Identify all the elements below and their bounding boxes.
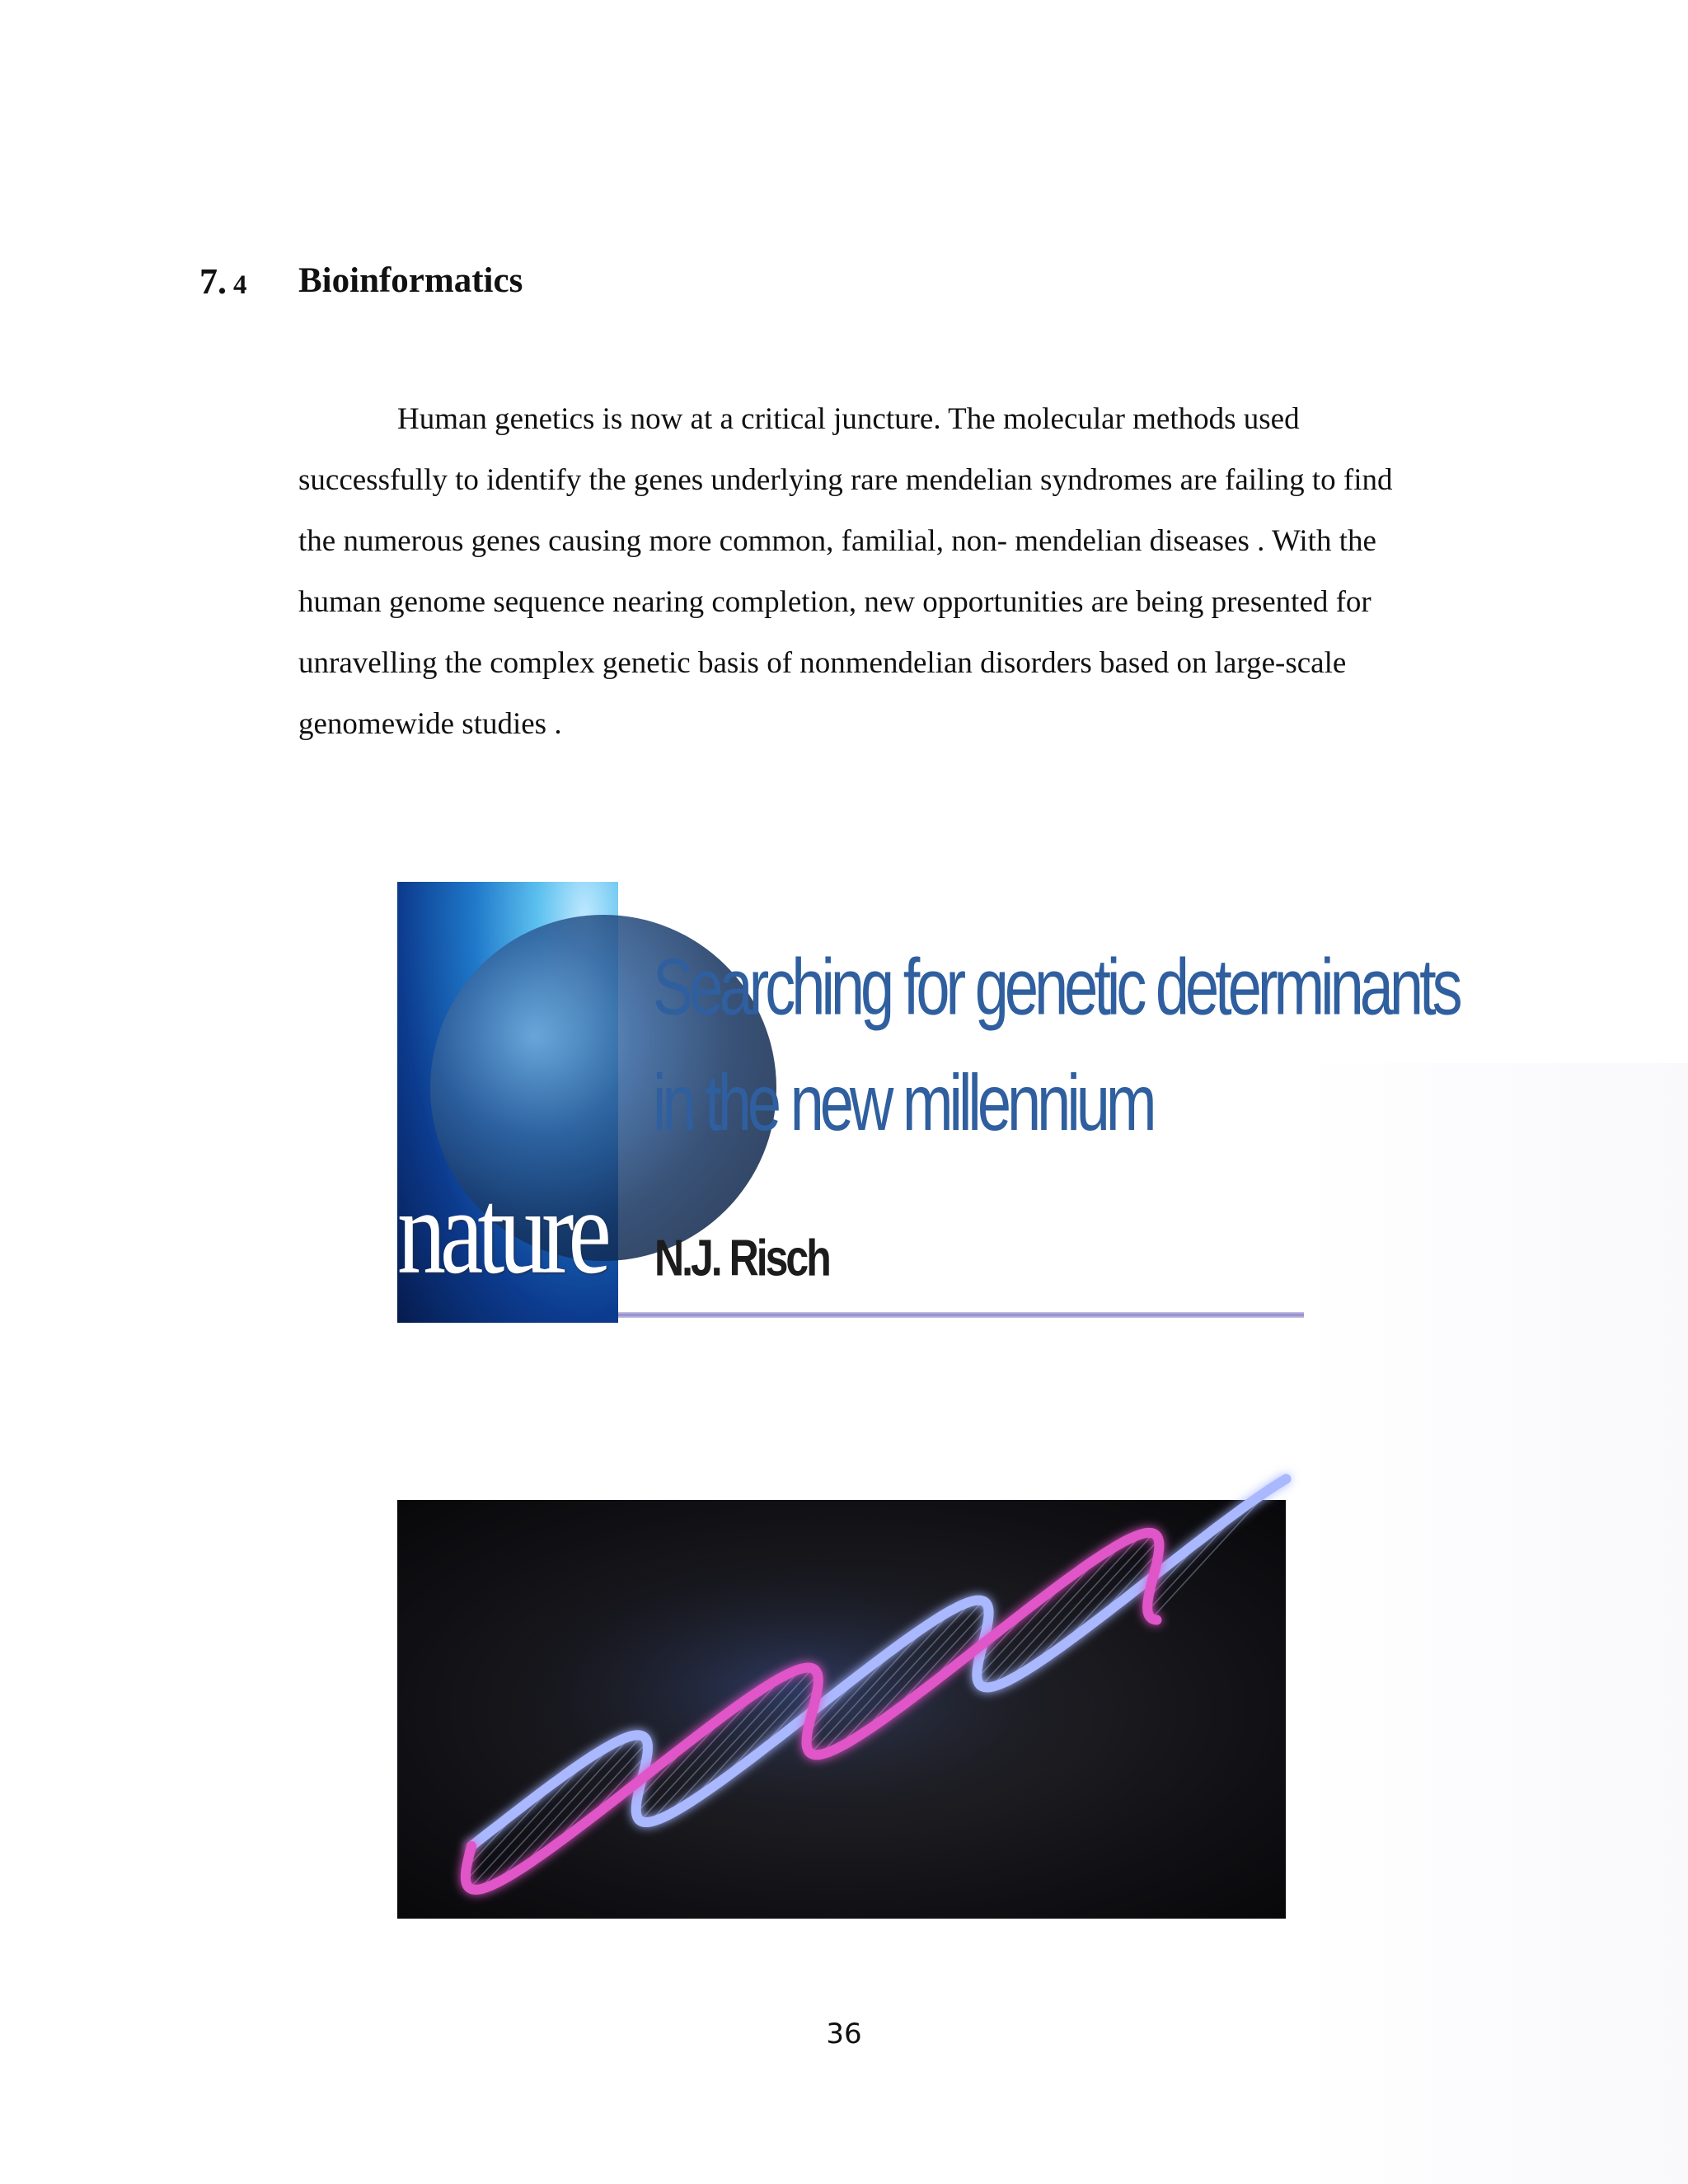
- article-title: [653, 930, 1459, 1161]
- paragraph-line: genomewide studies .: [298, 707, 562, 741]
- paragraph-line: unravelling the complex genetic basis of nonmendelian disorders based on large-scale: [298, 646, 1347, 680]
- header-rule: [618, 1312, 1304, 1318]
- article-title-line: in the new millennium: [653, 1058, 1153, 1147]
- article-author: N.J. Risch: [654, 1229, 829, 1287]
- page-shading: [1302, 1063, 1688, 2184]
- nature-cover-image: [397, 882, 618, 1323]
- article-title-line: Searching for genetic determinants: [653, 942, 1459, 1032]
- dna-helix-graphic: [397, 1500, 1286, 1919]
- paragraph-line: the numerous genes causing more common, familial, non- mendelian diseases . With the: [298, 524, 1376, 558]
- page-number: 36: [826, 2018, 862, 2050]
- section-title: Bioinformatics: [298, 261, 523, 300]
- section-number-minor: 4: [233, 270, 247, 300]
- section-heading: [199, 260, 523, 302]
- section-number-major: 7.: [199, 261, 227, 302]
- paragraph-line: successfully to identify the genes underlying rare mendelian syndromes are failing to find: [298, 463, 1393, 497]
- nature-logo: nature: [397, 1164, 606, 1300]
- nature-article-header-image: [397, 882, 1459, 1323]
- paragraph-line: human genome sequence nearing completion, new opportunities are being presented for: [298, 585, 1372, 619]
- dna-helix-image: [397, 1500, 1286, 1919]
- body-paragraph: [298, 389, 1510, 755]
- paragraph-line: Human genetics is now at a critical juncture. The molecular methods used: [397, 402, 1300, 436]
